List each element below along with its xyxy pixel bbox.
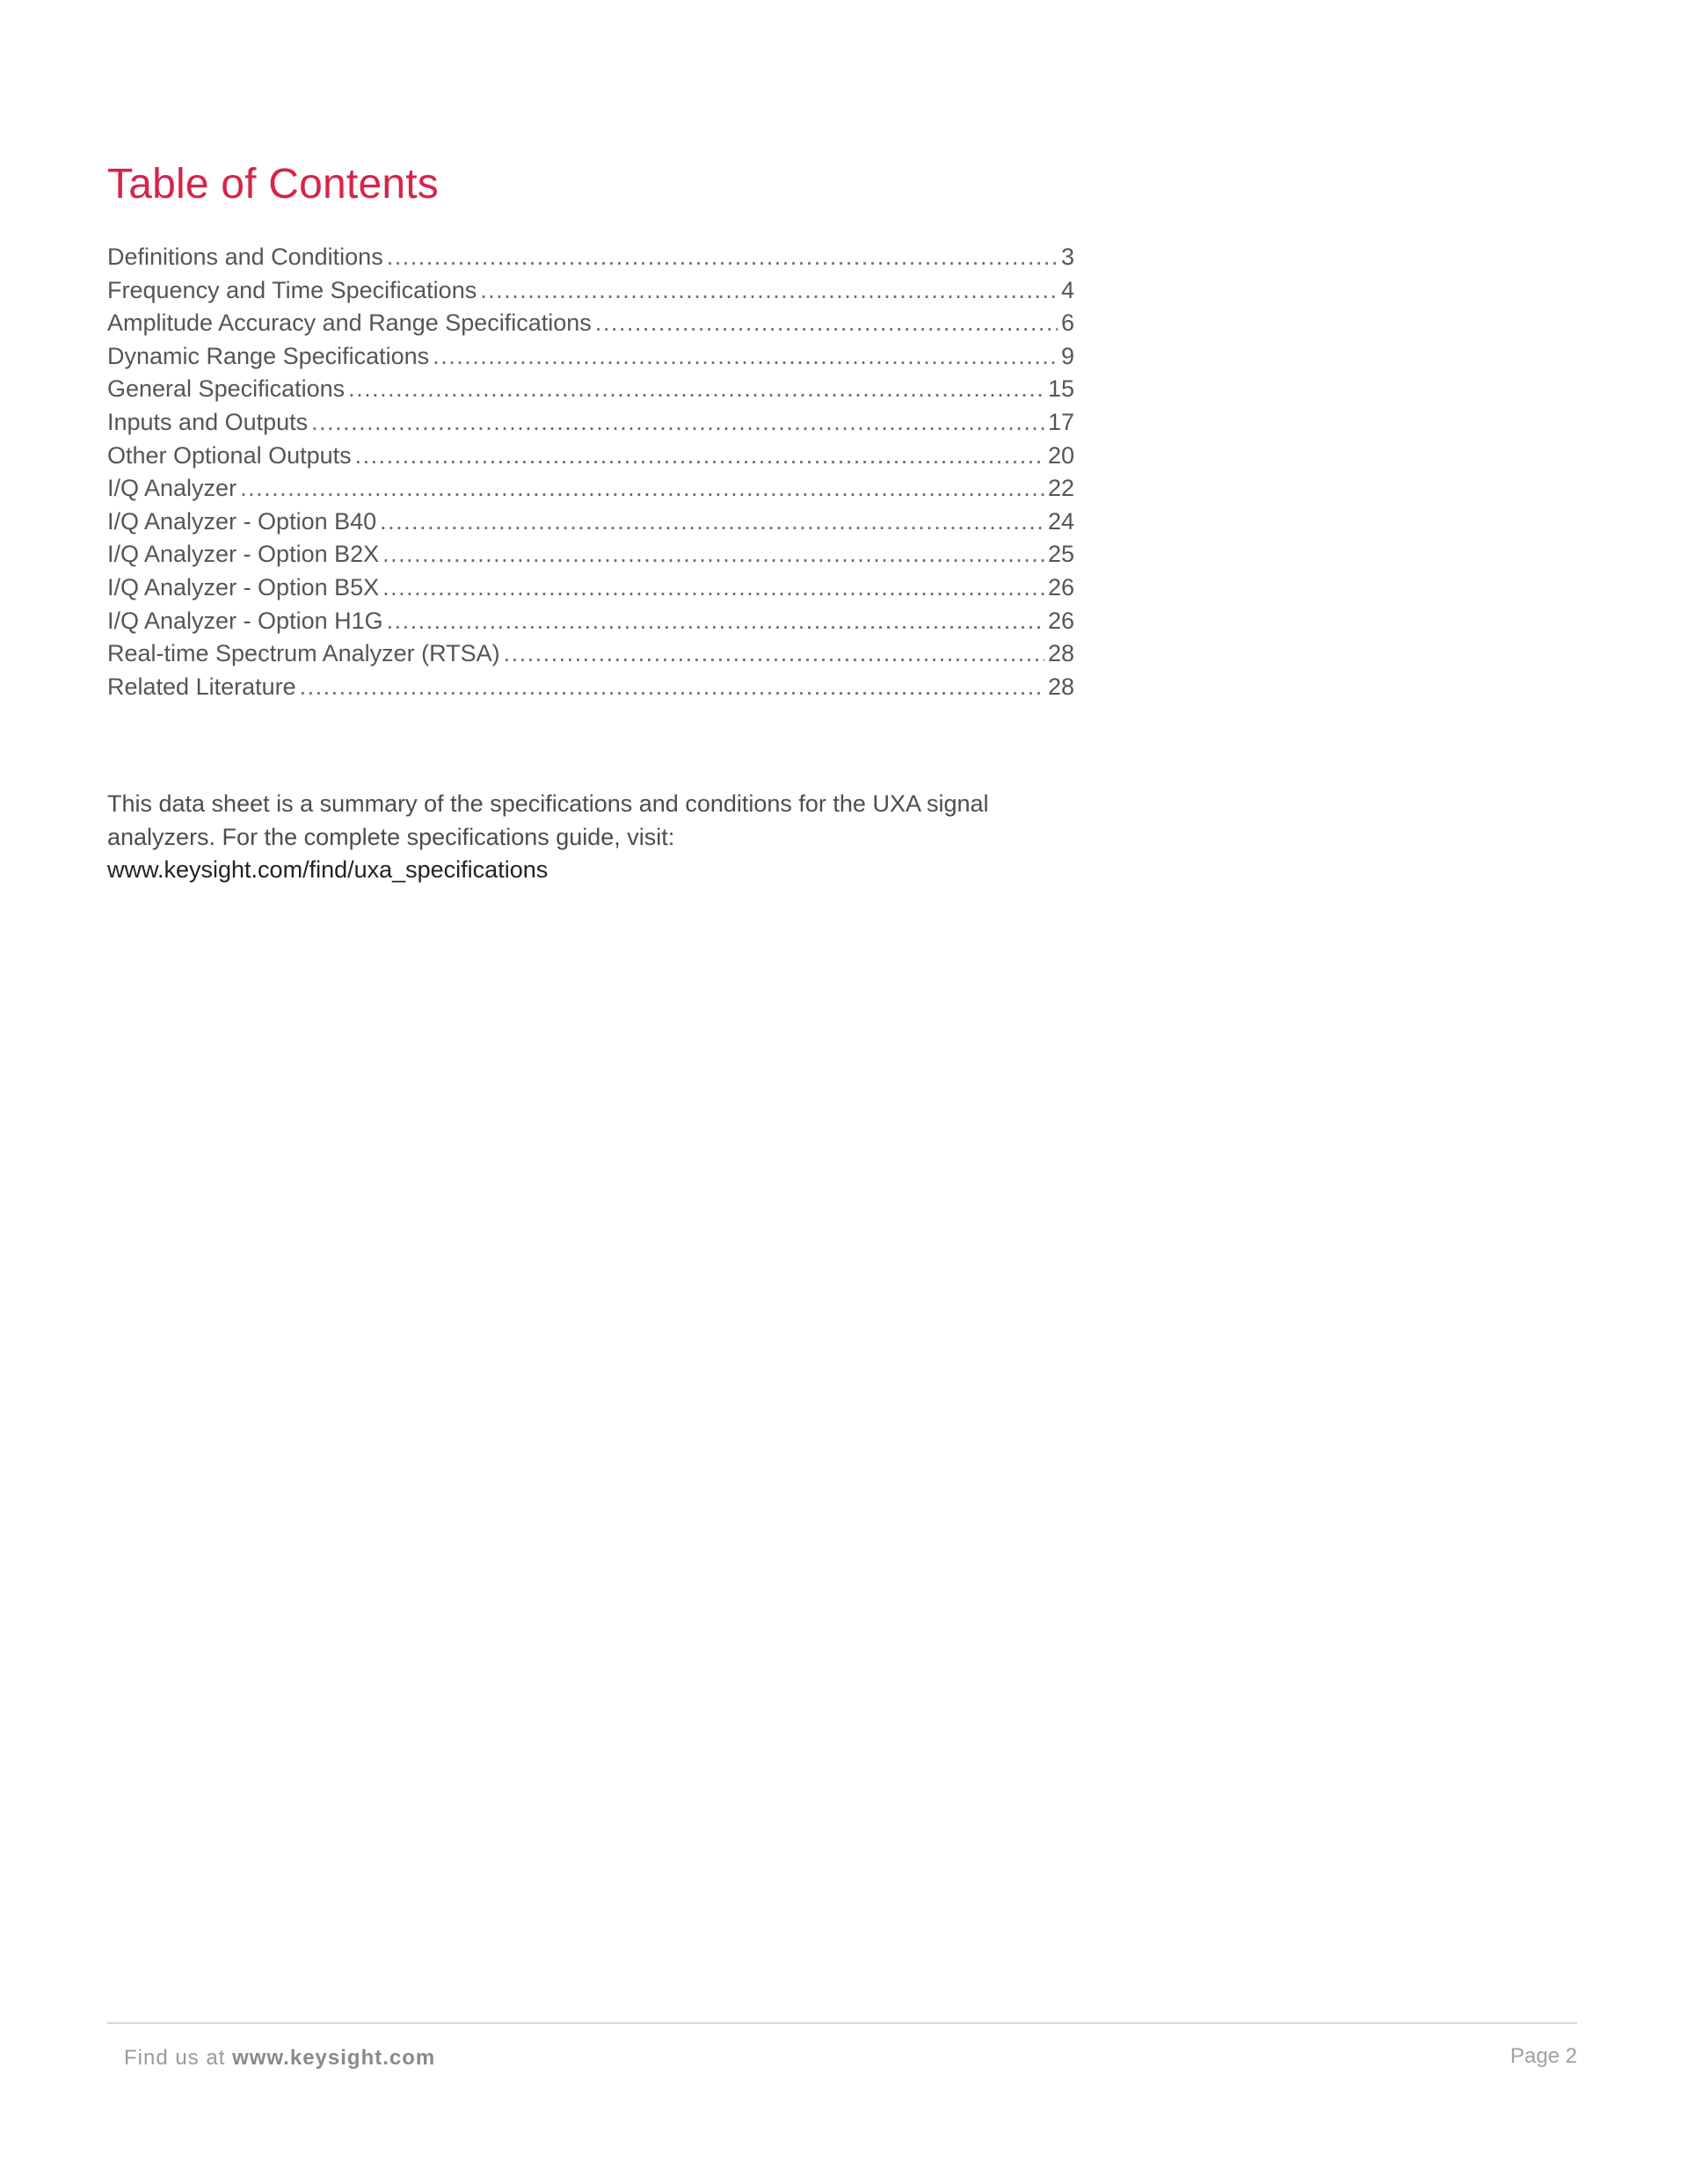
- toc-entry-label: I/Q Analyzer - Option H1G: [107, 607, 383, 634]
- toc-dot-leader: [240, 472, 1044, 506]
- toc-entry-page: 17: [1047, 408, 1074, 435]
- toc-dot-leader: [387, 241, 1058, 274]
- toc-entry-label: I/Q Analyzer - Option B2X: [107, 541, 380, 568]
- toc-entry-page: 9: [1060, 342, 1074, 369]
- toc-entry-label: Related Literature: [107, 673, 296, 700]
- toc-entry-page: 4: [1060, 276, 1074, 303]
- toc-entry-label: Inputs and Outputs: [107, 408, 309, 435]
- toc-entry[interactable]: [107, 307, 1074, 340]
- toc-dot-leader: [595, 307, 1058, 340]
- toc-entry-page: 26: [1047, 607, 1074, 634]
- toc-entry[interactable]: [107, 671, 1074, 704]
- toc-entry-label: Amplitude Accuracy and Range Specifications: [107, 309, 592, 337]
- toc-entry[interactable]: [107, 440, 1074, 473]
- toc-entry-label: Frequency and Time Specifications: [107, 276, 477, 303]
- toc-dot-leader: [311, 406, 1044, 440]
- footer-find-us: [124, 2046, 435, 2071]
- toc-dot-leader: [382, 571, 1044, 605]
- toc-entry[interactable]: [107, 472, 1074, 506]
- toc-entry[interactable]: [107, 538, 1074, 571]
- toc-entry-label: I/Q Analyzer - Option B40: [107, 507, 377, 535]
- toc-entry-page: 26: [1047, 573, 1074, 601]
- toc-entry-page: 6: [1060, 309, 1074, 337]
- page-number: Page 2: [1510, 2044, 1577, 2068]
- toc-entry[interactable]: [107, 637, 1074, 671]
- toc-entry-label: Dynamic Range Specifications: [107, 342, 430, 369]
- footer-divider: [107, 2022, 1577, 2024]
- toc-dot-leader: [300, 671, 1044, 704]
- page-title: Table of Contents: [107, 161, 439, 207]
- toc-entry-label: I/Q Analyzer - Option B5X: [107, 573, 380, 601]
- toc-entry[interactable]: [107, 506, 1074, 539]
- toc-entry[interactable]: [107, 373, 1074, 406]
- toc-entry[interactable]: [107, 605, 1074, 638]
- toc-dot-leader: [433, 340, 1058, 374]
- summary-text: This data sheet is a summary of the specifications and conditions for the UXA signal analyzers. For the complete specifications guide, visit:: [107, 790, 989, 850]
- toc-dot-leader: [480, 274, 1058, 308]
- toc-entry-label: Real-time Spectrum Analyzer (RTSA): [107, 640, 500, 667]
- toc-dot-leader: [387, 605, 1044, 638]
- toc-entry-label: Other Optional Outputs: [107, 441, 352, 469]
- toc-entry[interactable]: [107, 571, 1074, 605]
- toc-dot-leader: [504, 637, 1044, 671]
- footer-prefix: Find us at: [124, 2046, 233, 2070]
- footer-website-link[interactable]: www.keysight.com: [232, 2046, 436, 2070]
- toc-entry-page: 20: [1047, 441, 1074, 469]
- toc-entry-page: 22: [1047, 475, 1074, 502]
- toc-entry-page: 28: [1047, 673, 1074, 700]
- toc-entry-page: 24: [1047, 507, 1074, 535]
- toc-entry-page: 15: [1047, 375, 1074, 403]
- toc-entry[interactable]: [107, 340, 1074, 374]
- toc-dot-leader: [355, 440, 1044, 473]
- toc-entry[interactable]: [107, 274, 1074, 308]
- toc-entry[interactable]: [107, 241, 1074, 274]
- toc-dot-leader: [382, 538, 1044, 571]
- toc-dot-leader: [348, 373, 1044, 406]
- toc-entry-page: 25: [1047, 541, 1074, 568]
- toc-entry[interactable]: [107, 406, 1074, 440]
- toc-dot-leader: [380, 506, 1044, 539]
- summary-block: [107, 788, 1074, 887]
- toc-entry-label: General Specifications: [107, 375, 346, 403]
- table-of-contents: [107, 241, 1074, 703]
- toc-entry-page: 3: [1060, 244, 1074, 270]
- toc-entry-label: I/Q Analyzer: [107, 475, 237, 502]
- toc-entry-label: Definitions and Conditions: [107, 244, 383, 270]
- specifications-link[interactable]: www.keysight.com/find/uxa_specifications: [107, 856, 549, 884]
- toc-entry-page: 28: [1047, 640, 1074, 667]
